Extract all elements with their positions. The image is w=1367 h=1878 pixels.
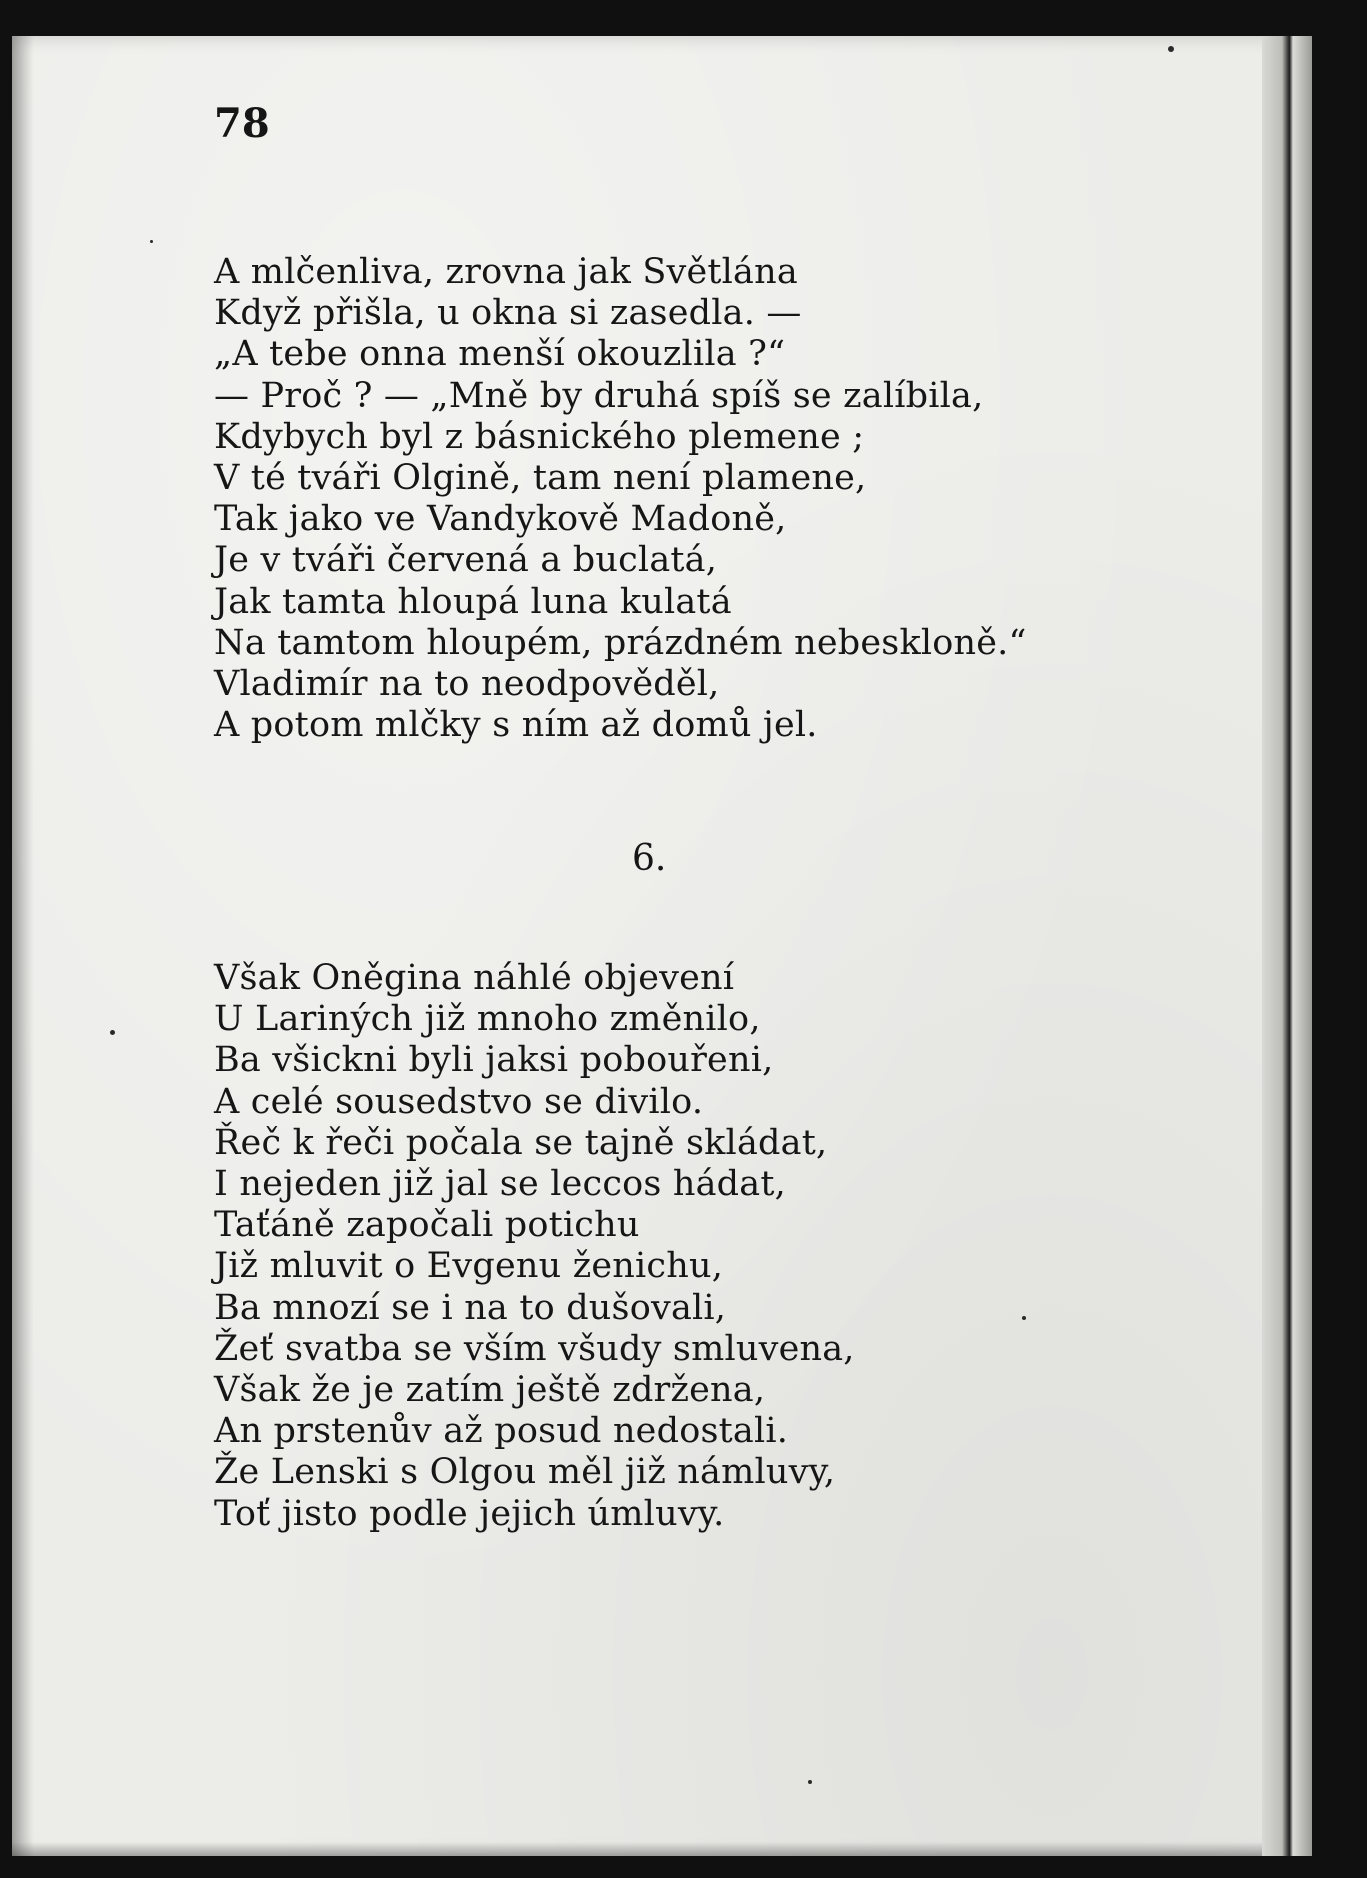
verse-line: Vladimír na to neodpověděl, [214,664,720,705]
stanza-2 [214,958,855,1535]
book-gutter [1262,36,1312,1856]
print-speck [150,240,153,243]
verse-line: Již mluvit o Evgenu ženichu, [214,1246,724,1287]
print-speck [1168,46,1174,52]
verse-line: Když přišla, u okna si zasedla. — [214,293,802,334]
verse-line: Ba všickni byli jaksi pobouřeni, [214,1040,774,1081]
verse-line: Kdybych byl z básnického plemene ; [214,416,865,457]
print-speck [808,1780,812,1784]
verse-line: Je v tváři červená a buclatá, [214,540,718,581]
verse-line: An prstenův až posud nedostali. [214,1411,789,1452]
page-number: 78 [214,100,270,147]
verse-line: A celé sousedstvo se divilo. [214,1081,704,1122]
stanza-1 [214,252,1027,746]
section-number: 6. [632,838,667,879]
verse-line: Žeť svatba se vším všudy smluvena, [214,1328,855,1369]
verse-line: Tak jako ve Vandykově Madoně, [214,499,787,540]
verse-line: V té tváři Olgině, tam není plamene, [214,458,867,499]
verse-line: I nejeden již jal se leccos hádat, [214,1164,786,1205]
verse-line: Však že je zatím ještě zdržena, [214,1370,766,1411]
verse-line: — Proč ? — „Mně by druhá spíš se zalíbila, [214,375,984,416]
page-shadow-bottom [12,1842,1312,1856]
verse-line: Že Lenski s Olgou měl již námluvy, [214,1452,836,1493]
page-shadow-left [12,36,34,1856]
verse-line: „A tebe onna menší okouzlila ?“ [214,334,786,375]
verse-line: A mlčenliva, zrovna jak Světlána [214,252,798,292]
verse-line: Řeč k řeči počala se tajně skládat, [214,1122,828,1163]
verse-line: Taťáně započali potichu [214,1205,640,1246]
verse-line: U Lariných již mnoho změnilo, [214,999,761,1040]
verse-line: A potom mlčky s ním až domů jel. [214,705,818,746]
verse-line: Toť jisto podle jejich úmluvy. [214,1493,725,1534]
verse-line: Na tamtom hloupém, prázdném nebeskloně.“ [214,622,1027,663]
verse-line: Však Oněgina náhlé objevení [214,958,735,998]
verse-line: Ba mnozí se i na to dušovali, [214,1287,727,1328]
verse-line: Jak tamta hloupá luna kulatá [214,581,732,622]
print-speck [110,1030,115,1035]
print-speck [1022,1316,1026,1320]
